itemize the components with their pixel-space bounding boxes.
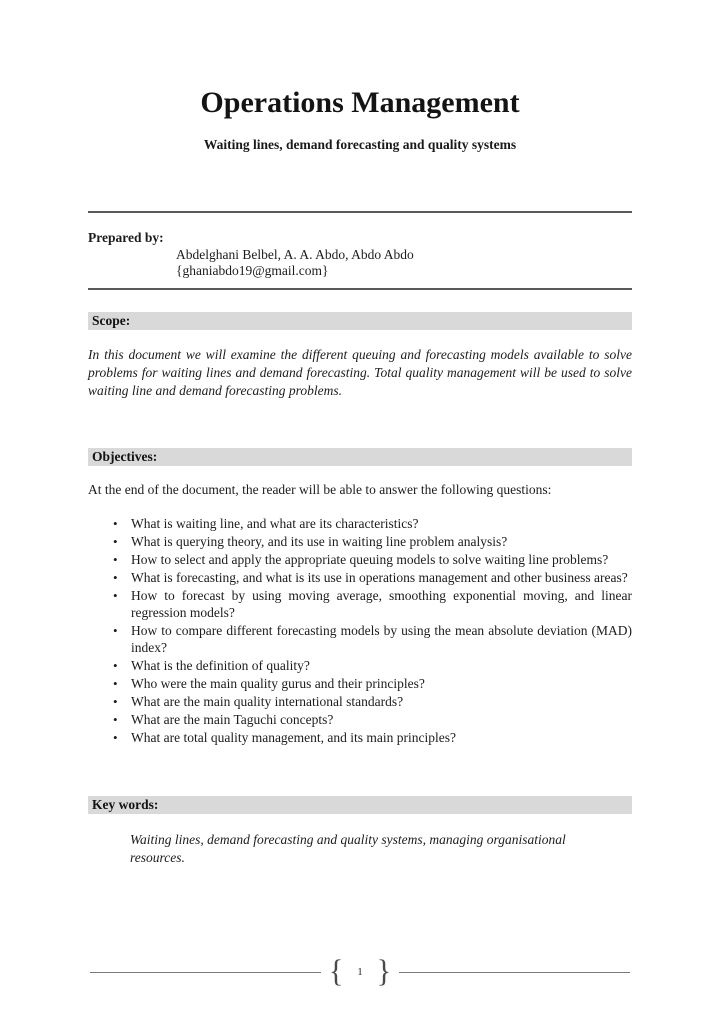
page-title: Operations Management [200, 86, 520, 119]
list-item [113, 515, 632, 532]
footer-left-bracket: { [328, 954, 344, 989]
authors-text: Abdelghani Belbel, A. A. Abdo, Abdo Abdo [176, 247, 414, 262]
email-text: {ghaniabdo19@gmail.com} [176, 263, 329, 278]
bullet-icon: • [113, 516, 118, 531]
bullet-icon: • [113, 534, 118, 549]
page-number: 1 [357, 966, 363, 978]
list-item [113, 569, 632, 586]
list-item [113, 729, 632, 746]
list-item [113, 587, 632, 621]
list-item-text: How to compare different forecasting models by using the mean absolute deviation (MAD) index? [131, 623, 632, 655]
objectives-list [113, 515, 632, 746]
list-item-text: What are total quality management, and its main principles? [131, 730, 457, 745]
bullet-icon: • [113, 712, 118, 727]
list-item-text: How to forecast by using moving average, smoothing exponential moving, and linear regression models? [131, 588, 632, 620]
keywords-heading: Key words: [88, 796, 632, 814]
objectives-intro: At the end of the document, the reader will be able to answer the following questions: [88, 482, 552, 497]
list-item-text: What is querying theory, and its use in waiting line problem analysis? [131, 534, 508, 549]
list-item [113, 657, 632, 674]
list-item-text: Who were the main quality gurus and their principles? [131, 676, 425, 691]
bullet-icon: • [113, 588, 118, 603]
list-item-text: How to select and apply the appropriate queuing models to solve waiting line problems? [131, 552, 609, 567]
bullet-icon: • [113, 694, 118, 709]
footer-right-bracket: } [376, 954, 392, 989]
list-item-text: What is the definition of quality? [131, 658, 310, 673]
list-item-text: What are the main Taguchi concepts? [131, 712, 334, 727]
keywords-body: Waiting lines, demand forecasting and quality systems, managing organisational resources. [130, 832, 566, 865]
footer-rule-left [90, 972, 321, 973]
scope-heading: Scope: [88, 312, 632, 330]
list-item-text: What is waiting line, and what are its characteristics? [131, 516, 419, 531]
scope-body: In this document we will examine the different queuing and forecasting models available to solve problems for waiting lines and demand forecasting. Total quality management will be used to solve waiting line and demand forecasting problems. [88, 347, 632, 398]
prepared-by-block [88, 230, 632, 279]
list-item [113, 551, 632, 568]
prepared-by-label: Prepared by: [88, 230, 164, 245]
page-subtitle: Waiting lines, demand forecasting and quality systems [203, 137, 517, 152]
list-item-text: What is forecasting, and what is its use in operations management and other business areas? [131, 570, 628, 585]
divider-bottom [88, 288, 632, 290]
bullet-icon: • [113, 730, 118, 745]
divider-top [88, 211, 632, 213]
bullet-icon: • [113, 570, 118, 585]
list-item [113, 711, 632, 728]
list-item [113, 533, 632, 550]
list-item-text: What are the main quality international standards? [131, 694, 404, 709]
list-item [113, 622, 632, 656]
list-item [113, 693, 632, 710]
bullet-icon: • [113, 623, 118, 638]
objectives-heading: Objectives: [88, 448, 632, 466]
page-footer [90, 954, 630, 990]
bullet-icon: • [113, 658, 118, 673]
bullet-icon: • [113, 552, 118, 567]
list-item [113, 675, 632, 692]
bullet-icon: • [113, 676, 118, 691]
footer-rule-right [399, 972, 630, 973]
